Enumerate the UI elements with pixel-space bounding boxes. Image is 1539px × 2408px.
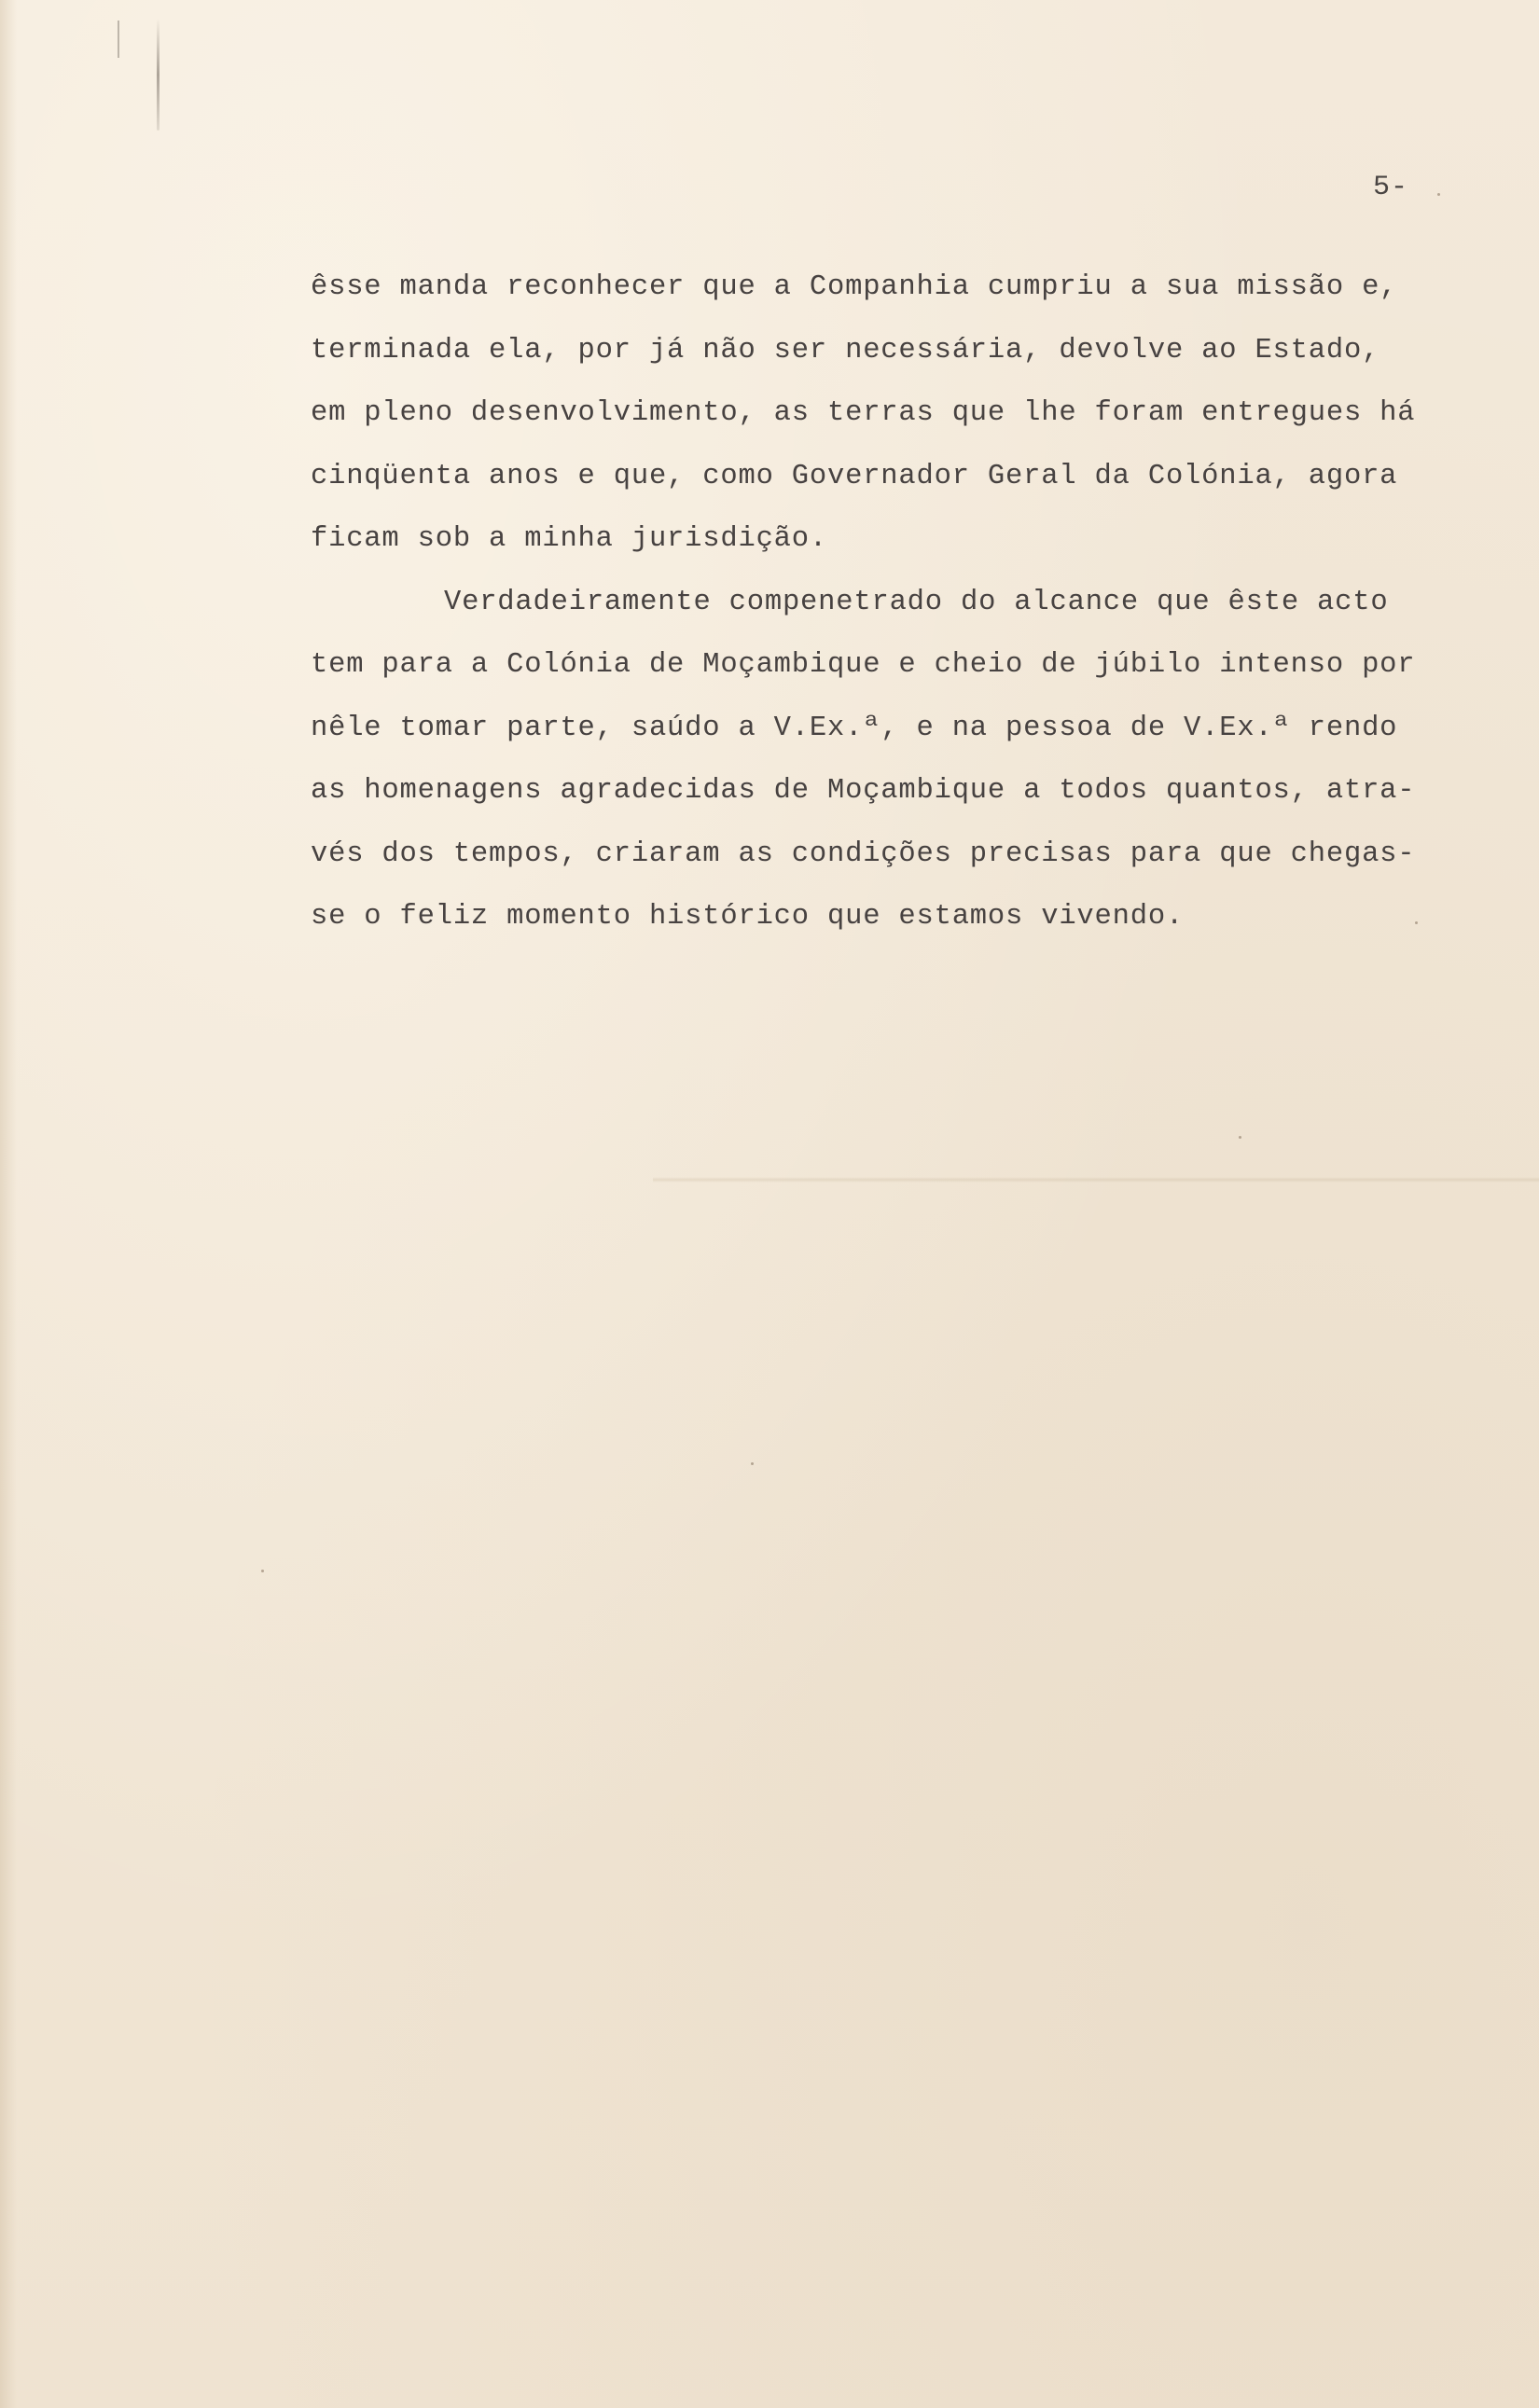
text-line: cinqüenta anos e que, como Governador Geral da Colónia, agora — [311, 460, 1398, 492]
text-line: tem para a Colónia de Moçambique e cheio de júbilo intenso por — [311, 649, 1416, 681]
text-line: as homenagens agradecidas de Moçambique a todos quantos, atra- — [311, 775, 1416, 807]
text-line: terminada ela, por já não ser necessária, devolve ao Estado, — [311, 334, 1380, 367]
paragraph-start-line: Verdadeiramente compenetrado do alcance que êste acto — [444, 586, 1389, 618]
paper-speck — [1239, 1136, 1241, 1139]
text-line: êsse manda reconhecer que a Companhia cumpriu a sua missão e, — [311, 271, 1398, 303]
text-line: em pleno desenvolvimento, as terras que lhe foram entregues há — [311, 397, 1416, 429]
pencil-mark-small — [118, 21, 119, 58]
text-line: ficam sob a minha jurisdição. — [311, 523, 827, 555]
paper-speck — [1415, 921, 1418, 924]
typed-paragraphs — [311, 256, 1486, 949]
paper-speck — [1437, 193, 1440, 196]
text-line: nêle tomar parte, saúdo a V.Ex.ª, e na pessoa de V.Ex.ª rendo — [311, 712, 1398, 744]
paper-speck — [261, 1570, 264, 1572]
text-line: se o feliz momento histórico que estamos vivendo. — [311, 901, 1185, 933]
pencil-mark — [157, 19, 159, 131]
paper-speck — [751, 1462, 754, 1465]
text-line: vés dos tempos, criaram as condições precisas para que chegas- — [311, 837, 1416, 870]
paper-fold-line — [653, 1177, 1539, 1183]
page-number: 5- — [1373, 172, 1409, 203]
paper-edge-shadow — [0, 0, 17, 2408]
